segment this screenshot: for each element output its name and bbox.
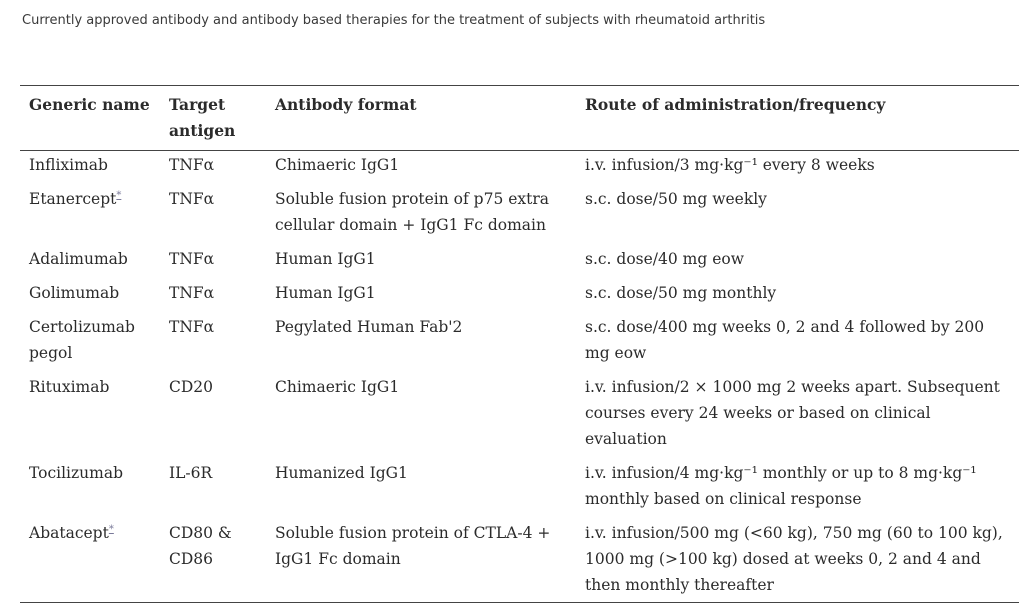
cell-route: s.c. dose/40 mg eow <box>585 250 744 268</box>
cell-antibody-format: Chimaeric IgG1 <box>275 378 400 396</box>
cell-route: i.v. infusion/3 mg·kg⁻¹ every 8 weeks <box>585 156 875 174</box>
therapies-table <box>20 85 1019 603</box>
generic-name-text: Adalimumab <box>29 250 128 268</box>
generic-name-text: Etanercept <box>29 190 117 208</box>
cell-target-antigen: TNFα <box>169 190 215 208</box>
generic-name-text: Tocilizumab <box>29 464 124 482</box>
cell-generic-name <box>20 246 160 280</box>
generic-name-text: Certolizumab pegol <box>29 318 135 362</box>
table-row <box>20 151 1019 187</box>
generic-name-text: Infliximab <box>29 156 108 174</box>
table-row <box>20 314 1019 374</box>
cell-antibody-format: Human IgG1 <box>275 284 376 302</box>
generic-name-text: Abatacept <box>29 524 109 542</box>
header-generic-name: Generic name <box>20 86 160 151</box>
cell-antibody-format: Humanized IgG1 <box>275 464 408 482</box>
cell-target-antigen: CD80 & CD86 <box>160 520 266 603</box>
table-row <box>20 246 1019 280</box>
table-row <box>20 374 1019 460</box>
cell-generic-name <box>20 314 160 374</box>
cell-generic-name <box>20 186 160 246</box>
cell-target-antigen: TNFα <box>169 318 215 336</box>
cell-route: i.v. infusion/4 mg·kg⁻¹ monthly or up to 8 mg·kg⁻¹ monthly based on clinical response <box>585 464 977 508</box>
cell-generic-name <box>20 460 160 520</box>
footnote-link[interactable]: * <box>116 189 122 201</box>
cell-route: s.c. dose/50 mg weekly <box>585 190 767 208</box>
cell-antibody-format: Human IgG1 <box>275 250 376 268</box>
generic-name-text: Rituximab <box>29 378 110 396</box>
footnote-link[interactable]: * <box>108 523 114 535</box>
cell-generic-name <box>20 151 160 187</box>
cell-generic-name <box>20 374 160 460</box>
table-row <box>20 520 1019 603</box>
table-row <box>20 186 1019 246</box>
therapies-table-container <box>20 85 1019 603</box>
table-body <box>20 151 1019 603</box>
header-antibody-format: Antibody format <box>266 86 576 151</box>
header-row <box>20 86 1019 151</box>
cell-route: s.c. dose/50 mg monthly <box>585 284 777 302</box>
cell-route: i.v. infusion/2 × 1000 mg 2 weeks apart. Subsequent courses every 24 weeks or based on clinical evaluation <box>585 378 1000 448</box>
cell-target-antigen: TNFα <box>169 156 215 174</box>
cell-target-antigen: TNFα <box>169 284 215 302</box>
cell-route: i.v. infusion/500 mg (<60 kg), 750 mg (60 to 100 kg), 1000 mg (>100 kg) dosed at weeks 0, 2 and 4 and then monthly thereafter <box>576 520 1019 603</box>
cell-antibody-format: Chimaeric IgG1 <box>275 156 400 174</box>
cell-generic-name <box>20 520 160 603</box>
table-row <box>20 460 1019 520</box>
header-route: Route of administration/frequency <box>576 86 1019 151</box>
header-target-antigen: Target antigen <box>160 86 266 151</box>
table-row <box>20 280 1019 314</box>
table-caption: Currently approved antibody and antibody based therapies for the treatment of subjects with rheumatoid arthritis <box>22 13 766 28</box>
cell-route: s.c. dose/400 mg weeks 0, 2 and 4 followed by 200 mg eow <box>585 318 985 362</box>
generic-name-text: Golimumab <box>29 284 120 302</box>
cell-generic-name <box>20 280 160 314</box>
cell-antibody-format: Soluble fusion protein of CTLA-4 + IgG1 Fc domain <box>266 520 576 603</box>
cell-antibody-format: Pegylated Human Fab'2 <box>275 318 463 336</box>
cell-antibody-format: Soluble fusion protein of p75 extra cellular domain + IgG1 Fc domain <box>275 190 550 234</box>
cell-target-antigen: IL-6R <box>169 464 213 482</box>
cell-target-antigen: TNFα <box>169 250 215 268</box>
cell-target-antigen: CD20 <box>169 378 214 396</box>
